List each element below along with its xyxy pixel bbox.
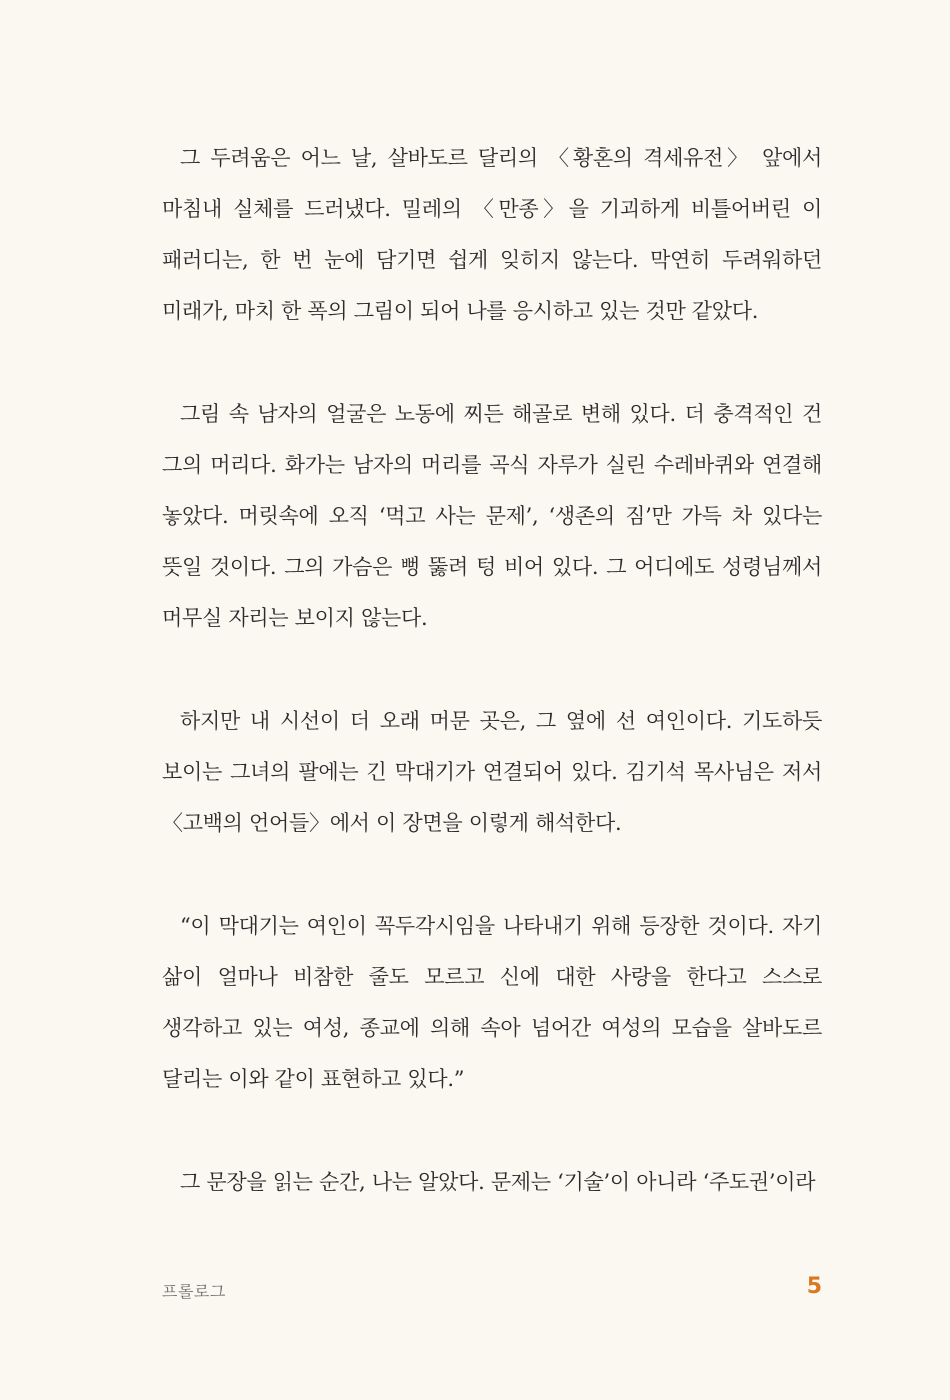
paragraph-1: 그 두려움은 어느 날, 살바도르 달리의 〈황혼의 격세유전〉 앞에서 마침내 실체를 드러냈다. 밀레의 〈만종〉을 기괴하게 비틀어버린 이 패러디는, 한 번 눈에 담기면 쉽게 잊히지 않는다. 막연히 두려워하던 미래가, 마치 한 폭의 그림이 되어 나를 응시하고 있는 것만 같았다. <box>162 146 822 323</box>
footer-section-label: 프롤로그 <box>162 1282 226 1301</box>
paragraph-4-quote: “이 막대기는 여인이 꼭두각시임을 나타내기 위해 등장한 것이다. 자기 삶이 얼마나 비참한 줄도 모르고 신에 대한 사랑을 한다고 스스로 생각하고 있는 여성, 종교에 의해 속아 넘어간 여성의 모습을 살바도르 달리는 이와 같이 표현하고 있다.” <box>162 914 822 1091</box>
page-number: 5 <box>806 1274 822 1299</box>
paragraph-2: 그림 속 남자의 얼굴은 노동에 찌든 해골로 변해 있다. 더 충격적인 건 그의 머리다. 화가는 남자의 머리를 곡식 자루가 실린 수레바퀴와 연결해 놓았다. 머릿속에 오직 ‘먹고 사는 문제’, ‘생존의 짐’만 가득 차 있다는 뜻일 것이다. 그의 가슴은 뻥 뚫려 텅 비어 있다. 그 어디에도 성령님께서 머무실 자리는 보이지 않는다. <box>162 402 822 630</box>
paragraph-3: 하지만 내 시선이 더 오래 머문 곳은, 그 옆에 선 여인이다. 기도하듯 보이는 그녀의 팔에는 긴 막대기가 연결되어 있다. 김기석 목사님은 저서 〈고백의 언어들〉에서 이 장면을 이렇게 해석한다. <box>162 709 822 835</box>
page-body <box>162 133 822 1208</box>
paragraph-5: 그 문장을 읽는 순간, 나는 알았다. 문제는 ‘기술’이 아니라 ‘주도권’이라 <box>180 1170 816 1194</box>
